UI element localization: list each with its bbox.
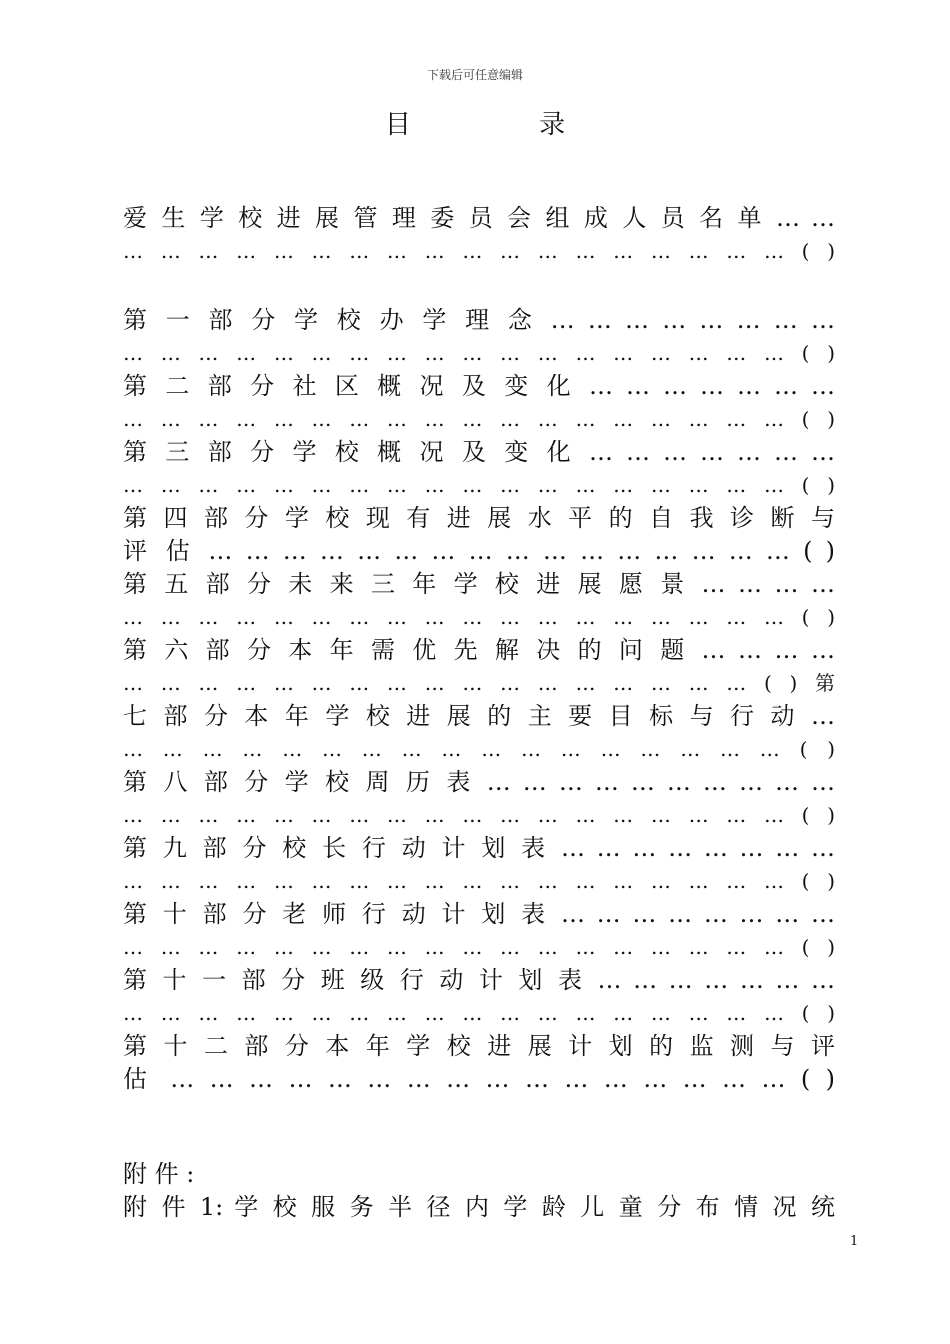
toc-line: 第 四 部 分 学 校 现 有 进 展 水 平 的 自 我 诊 断 与 <box>123 504 835 532</box>
toc-line: … … … … … … … … … … … … … … … … … … ( ) <box>123 803 835 827</box>
toc-line: 七 部 分 本 年 学 校 进 展 的 主 要 目 标 与 行 动 … <box>123 702 835 730</box>
toc-line: 第 九 部 分 校 长 行 动 计 划 表 … … … … … … … … <box>123 834 835 862</box>
toc-line: … … … … … … … … … … … … … … … … … … ( ) <box>123 935 835 959</box>
toc-line: … … … … … … … … … … … … … … … … … … ( ) <box>123 341 835 365</box>
toc-line: 第 八 部 分 学 校 周 历 表 … … … … … … … … … … <box>123 768 835 796</box>
toc-line: … … … … … … … … … … … … … … … … … ( ) 第 <box>123 671 835 695</box>
toc-line: … … … … … … … … … … … … … … … … … ( ) <box>123 737 835 761</box>
toc-line: … … … … … … … … … … … … … … … … … … ( ) <box>123 473 835 497</box>
toc-line: 估 … … … … … … … … … … … … … … … … ( ) <box>123 1065 835 1093</box>
toc-line: 第 十 二 部 分 本 年 学 校 进 展 计 划 的 监 测 与 评 <box>123 1032 835 1060</box>
toc-line: 第 十 部 分 老 师 行 动 计 划 表 … … … … … … … … <box>123 900 835 928</box>
appendix-heading: 附 件 : <box>123 1160 195 1188</box>
toc-line: … … … … … … … … … … … … … … … … … … ( ) <box>123 407 835 431</box>
toc-line: … … … … … … … … … … … … … … … … … … ( ) <box>123 605 835 629</box>
toc-line: … … … … … … … … … … … … … … … … … … ( ) <box>123 869 835 893</box>
page-header-note: 下载后可任意编辑 <box>426 68 523 82</box>
toc-line: 第 二 部 分 社 区 概 况 及 变 化 … … … … … … … <box>123 372 835 400</box>
toc-line: 第 三 部 分 学 校 概 况 及 变 化 … … … … … … … <box>123 438 835 466</box>
appendix-section <box>123 1158 835 1224</box>
toc-line: … … … … … … … … … … … … … … … … … … ( ) <box>123 1001 835 1025</box>
toc-line: 评 估 … … … … … … … … … … … … … … … … ( ) <box>123 537 835 565</box>
toc-line: 第 一 部 分 学 校 办 学 理 念 … … … … … … … … <box>123 306 835 334</box>
toc-line: 第 六 部 分 本 年 需 优 先 解 决 的 问 题 … … … … <box>123 636 835 664</box>
toc-line: 第 十 一 部 分 班 级 行 动 计 划 表 … … … … … … … <box>123 966 835 994</box>
page-number: 1 <box>850 1234 859 1249</box>
page-title: 目 录 <box>384 110 626 140</box>
toc-gap <box>123 268 835 304</box>
table-of-contents <box>123 202 835 1096</box>
appendix-item-1: 附 件 1: 学 校 服 务 半 径 内 学 龄 儿 童 分 布 情 况 统 <box>123 1193 835 1221</box>
toc-line: … … … … … … … … … … … … … … … … … … ( ) <box>123 239 835 263</box>
toc-line: 第 五 部 分 未 来 三 年 学 校 进 展 愿 景 … … … … <box>123 570 835 598</box>
toc-line: 爱 生 学 校 进 展 管 理 委 员 会 组 成 人 员 名 单 … … <box>123 204 835 232</box>
